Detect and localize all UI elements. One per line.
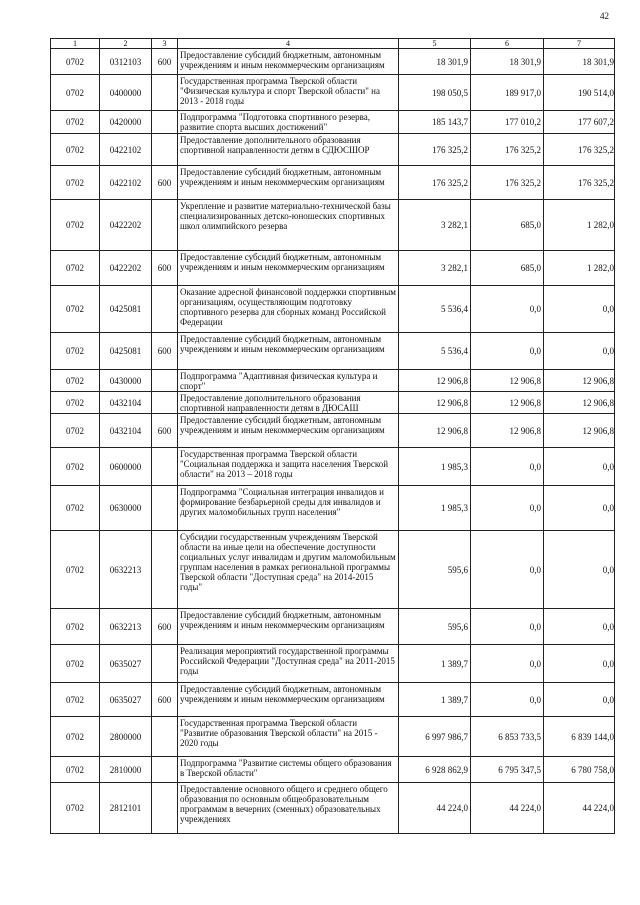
amount-2017: 6 780 758,0 [544, 757, 615, 783]
item-description: Государственная программа Тверской области "Развитие образования Тверской области" на 2015 - 2020 годы [178, 717, 399, 757]
target-article-code: 0312103 [100, 49, 152, 75]
table-row [51, 370, 615, 392]
target-article-code: 2812101 [100, 783, 152, 834]
amount-2017: 190 514,0 [544, 75, 615, 111]
target-article-code: 0432104 [100, 392, 152, 414]
target-article-code: 0422202 [100, 200, 152, 251]
section-code: 0702 [51, 333, 100, 370]
table-row [51, 757, 615, 783]
amount-2016: 12 906,8 [471, 392, 544, 414]
expense-type-code: 600 [152, 251, 178, 286]
amount-2015: 6 928 862,9 [399, 757, 471, 783]
target-article-code: 0432104 [100, 414, 152, 448]
item-description: Предоставление основного общего и среднего общего образования по основным общеобразовательным программам в вечерних (сменных) образовательных учреждениях [178, 783, 399, 834]
item-description: Предоставление субсидий бюджетным, автономным учреждениям и иным некоммерческим организациям [178, 166, 399, 200]
target-article-code: 0422202 [100, 251, 152, 286]
table-row [51, 111, 615, 134]
section-code: 0702 [51, 392, 100, 414]
expense-type-code [152, 645, 178, 683]
section-code: 0702 [51, 757, 100, 783]
expense-type-code: 600 [152, 166, 178, 200]
expense-type-code: 600 [152, 333, 178, 370]
item-description: Предоставление субсидий бюджетным, автономным учреждениям и иным некоммерческим организациям [178, 683, 399, 717]
amount-2016: 0,0 [471, 645, 544, 683]
item-description: Подпрограмма "Адаптивная физическая культура и спорт" [178, 370, 399, 392]
section-code: 0702 [51, 49, 100, 75]
amount-2016: 176 325,2 [471, 134, 544, 166]
section-code: 0702 [51, 111, 100, 134]
amount-2017: 0,0 [544, 683, 615, 717]
target-article-code: 0425081 [100, 333, 152, 370]
item-description: Государственная программа Тверской области "Социальная поддержка и защита населения Тверской области" на 2013 – 2018 годы [178, 448, 399, 486]
table-row [51, 134, 615, 166]
table-row [51, 783, 615, 834]
expense-type-code [152, 200, 178, 251]
expense-type-code: 600 [152, 683, 178, 717]
section-code: 0702 [51, 75, 100, 111]
amount-2017: 12 906,8 [544, 370, 615, 392]
expense-type-code [152, 783, 178, 834]
amount-2015: 1 389,7 [399, 645, 471, 683]
page-number: 42 [600, 11, 609, 21]
item-description: Предоставление субсидий бюджетным, автономным учреждениям и иным некоммерческим организациям [178, 49, 399, 75]
table-row [51, 166, 615, 200]
amount-2017: 0,0 [544, 645, 615, 683]
amount-2016: 0,0 [471, 683, 544, 717]
expense-type-code [152, 392, 178, 414]
expense-type-code [152, 370, 178, 392]
item-description: Реализация мероприятий государственной программы Российской Федерации "Доступная среда" на 2011-2015 годы [178, 645, 399, 683]
table-row [51, 75, 615, 111]
section-code: 0702 [51, 717, 100, 757]
expense-type-code [152, 134, 178, 166]
amount-2015: 5 536,4 [399, 333, 471, 370]
amount-2015: 176 325,2 [399, 134, 471, 166]
item-description: Подпрограмма "Развитие системы общего образования в Тверской области" [178, 757, 399, 783]
amount-2017: 0,0 [544, 609, 615, 645]
amount-2016: 12 906,8 [471, 414, 544, 448]
expense-type-code: 600 [152, 609, 178, 645]
column-number: 6 [471, 39, 544, 49]
amount-2017: 176 325,2 [544, 166, 615, 200]
table-row [51, 251, 615, 286]
section-code: 0702 [51, 134, 100, 166]
expense-type-code [152, 286, 178, 333]
amount-2016: 685,0 [471, 200, 544, 251]
amount-2016: 6 795 347,5 [471, 757, 544, 783]
amount-2016: 6 853 733,5 [471, 717, 544, 757]
item-description: Подпрограмма "Социальная интеграция инвалидов и формирование безбарьерной среды для инвалидов и других маломобильных групп населения" [178, 486, 399, 531]
item-description: Предоставление субсидий бюджетным, автономным учреждениям и иным некоммерческим организациям [178, 414, 399, 448]
target-article-code: 0422102 [100, 134, 152, 166]
section-code: 0702 [51, 286, 100, 333]
amount-2015: 595,6 [399, 531, 471, 609]
expense-type-code [152, 448, 178, 486]
item-description: Предоставление субсидий бюджетным, автономным учреждениям и иным некоммерческим организациям [178, 609, 399, 645]
section-code: 0702 [51, 370, 100, 392]
amount-2016: 44 224,0 [471, 783, 544, 834]
target-article-code: 0632213 [100, 531, 152, 609]
amount-2017: 18 301,9 [544, 49, 615, 75]
amount-2015: 5 536,4 [399, 286, 471, 333]
amount-2015: 12 906,8 [399, 414, 471, 448]
item-description: Оказание адресной финансовой поддержки спортивным организациям, осуществляющим подготовку спортивного резерва для сборных команд Российской Федерации [178, 286, 399, 333]
expense-type-code: 600 [152, 49, 178, 75]
target-article-code: 2800000 [100, 717, 152, 757]
item-description: Государственная программа Тверской области "Физическая культура и спорт Тверской области" на 2013 - 2018 годы [178, 75, 399, 111]
amount-2015: 176 325,2 [399, 166, 471, 200]
amount-2017: 0,0 [544, 286, 615, 333]
target-article-code: 0400000 [100, 75, 152, 111]
expense-type-code [152, 757, 178, 783]
section-code: 0702 [51, 683, 100, 717]
column-number: 4 [178, 39, 399, 49]
expense-type-code [152, 486, 178, 531]
amount-2016: 0,0 [471, 448, 544, 486]
item-description: Подпрограмма "Подготовка спортивного резерва, развитие спорта высших достижений" [178, 111, 399, 134]
amount-2017: 0,0 [544, 333, 615, 370]
target-article-code: 0600000 [100, 448, 152, 486]
section-code: 0702 [51, 166, 100, 200]
section-code: 0702 [51, 645, 100, 683]
amount-2017: 6 839 144,0 [544, 717, 615, 757]
amount-2015: 198 050,5 [399, 75, 471, 111]
table-row [51, 414, 615, 448]
amount-2016: 177 010,2 [471, 111, 544, 134]
target-article-code: 2810000 [100, 757, 152, 783]
target-article-code: 0630000 [100, 486, 152, 531]
amount-2016: 685,0 [471, 251, 544, 286]
table-row [51, 717, 615, 757]
table-row [51, 486, 615, 531]
section-code: 0702 [51, 531, 100, 609]
table-row [51, 448, 615, 486]
table-row [51, 333, 615, 370]
column-number: 3 [152, 39, 178, 49]
amount-2015: 12 906,8 [399, 370, 471, 392]
table-row [51, 200, 615, 251]
amount-2016: 0,0 [471, 286, 544, 333]
section-code: 0702 [51, 251, 100, 286]
target-article-code: 0425081 [100, 286, 152, 333]
amount-2016: 12 906,8 [471, 370, 544, 392]
amount-2017: 0,0 [544, 448, 615, 486]
column-number: 5 [399, 39, 471, 49]
section-code: 0702 [51, 200, 100, 251]
column-number: 1 [51, 39, 100, 49]
table-row [51, 531, 615, 609]
amount-2017: 12 906,8 [544, 414, 615, 448]
item-description: Укрепление и развитие материально-технической базы специализированных детско-юношеских спортивных школ олимпийского резерва [178, 200, 399, 251]
amount-2015: 1 985,3 [399, 448, 471, 486]
section-code: 0702 [51, 486, 100, 531]
amount-2016: 0,0 [471, 333, 544, 370]
amount-2016: 189 917,0 [471, 75, 544, 111]
amount-2015: 3 282,1 [399, 200, 471, 251]
item-description: Предоставление субсидий бюджетным, автономным учреждениям и иным некоммерческим организациям [178, 251, 399, 286]
amount-2015: 1 985,3 [399, 486, 471, 531]
amount-2017: 12 906,8 [544, 392, 615, 414]
amount-2016: 176 325,2 [471, 166, 544, 200]
table-row [51, 49, 615, 75]
amount-2015: 3 282,1 [399, 251, 471, 286]
target-article-code: 0632213 [100, 609, 152, 645]
amount-2017: 44 224,0 [544, 783, 615, 834]
expense-type-code [152, 75, 178, 111]
section-code: 0702 [51, 783, 100, 834]
amount-2016: 18 301,9 [471, 49, 544, 75]
amount-2016: 0,0 [471, 531, 544, 609]
amount-2015: 44 224,0 [399, 783, 471, 834]
target-article-code: 0635027 [100, 645, 152, 683]
amount-2017: 0,0 [544, 486, 615, 531]
table-row [51, 392, 615, 414]
section-code: 0702 [51, 609, 100, 645]
amount-2015: 1 389,7 [399, 683, 471, 717]
item-description: Предоставление дополнительного образования спортивной направленности детям в СДЮСШОР [178, 134, 399, 166]
amount-2017: 1 282,0 [544, 200, 615, 251]
target-article-code: 0422102 [100, 166, 152, 200]
item-description: Предоставление субсидий бюджетным, автономным учреждениям и иным некоммерческим организациям [178, 333, 399, 370]
column-number: 7 [544, 39, 615, 49]
target-article-code: 0420000 [100, 111, 152, 134]
budget-table [50, 38, 615, 834]
amount-2017: 0,0 [544, 531, 615, 609]
target-article-code: 0635027 [100, 683, 152, 717]
item-description: Предоставление дополнительного образования спортивной направленности детям в ДЮСАШ [178, 392, 399, 414]
amount-2017: 177 607,2 [544, 111, 615, 134]
amount-2017: 1 282,0 [544, 251, 615, 286]
amount-2015: 12 906,8 [399, 392, 471, 414]
section-code: 0702 [51, 448, 100, 486]
expense-type-code: 600 [152, 414, 178, 448]
table-row [51, 609, 615, 645]
table-row [51, 286, 615, 333]
amount-2015: 18 301,9 [399, 49, 471, 75]
expense-type-code [152, 111, 178, 134]
column-number-row [51, 39, 615, 49]
table-row [51, 645, 615, 683]
expense-type-code [152, 717, 178, 757]
amount-2016: 0,0 [471, 486, 544, 531]
amount-2015: 185 143,7 [399, 111, 471, 134]
column-number: 2 [100, 39, 152, 49]
amount-2015: 6 997 986,7 [399, 717, 471, 757]
amount-2016: 0,0 [471, 609, 544, 645]
target-article-code: 0430000 [100, 370, 152, 392]
amount-2017: 176 325,2 [544, 134, 615, 166]
item-description: Субсидии государственным учреждениям Тверской области на иные цели на обеспечение доступности социальных услуг инвалидам и другим маломобильным группам населения в рамках региональной программы Тверской области "Доступная среда" на 2014-2015 годы" [178, 531, 399, 609]
section-code: 0702 [51, 414, 100, 448]
expense-type-code [152, 531, 178, 609]
amount-2015: 595,6 [399, 609, 471, 645]
table-row [51, 683, 615, 717]
